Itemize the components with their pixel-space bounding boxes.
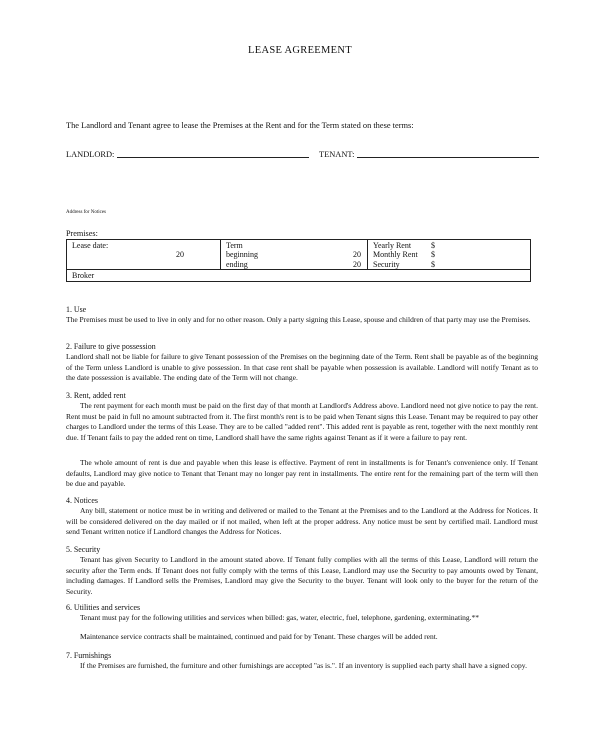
section-possession-text: Landlord shall not be liable for failure to give Tenant possession of the Premises on the beginning date of the Term. Rent shall be payable as of the beginning of the Term unless Landlord is unable to give possession. In that case rent shall be payable when possession is available. Landlord will notify Tenant as to the date possession is available. The ending date of the Term will not change.	[66, 352, 538, 383]
table-row	[67, 270, 531, 281]
monthly-rent-row	[373, 250, 524, 259]
ending-label: ending	[226, 259, 248, 269]
section-utilities-text-1: Tenant must pay for the following utilities and services when billed: gas, water, electric, fuel, telephone, gardening, exterminating.**	[80, 613, 480, 622]
beginning-label: beginning	[226, 250, 258, 260]
ending-row	[226, 260, 361, 269]
section-security-heading: 5. Security	[66, 545, 101, 554]
section-use-text: The Premises must be used to live in only and for no other reason. Only a party signing this Lease, spouse and children of that party may use the Premises.	[66, 315, 531, 324]
section-rent-heading: 3. Rent, added rent	[66, 391, 126, 400]
section-security-text: Tenant has given Security to Landlord in the amount stated above. If Tenant fully complies with all the terms of this Lease, Landlord will return the security after the Term ends. If Tenant does not fully comply with the terms of this Lease, Landlord may use the Security to pay amounts owed by Tenant, including damages. If Landlord sells the Premises, Landlord may give the Security to the buyer. Tenant will look only to the buyer for the return of the Security.	[66, 555, 538, 596]
beginning-row	[226, 250, 361, 259]
ending-year: 20	[353, 259, 361, 269]
yearly-rent-label: Yearly Rent	[373, 241, 412, 250]
document-title: LEASE AGREEMENT	[248, 45, 352, 56]
premises-label: Premises:	[66, 229, 98, 238]
section-possession-heading: 2. Failure to give possession	[66, 342, 156, 351]
section-rent-text-2: The whole amount of rent is due and payable when this lease is effective. Payment of rent in installments is for Tenant's convenience only. If Tenant defaults, Landlord may give notice to Tenant that Tenant may no longer pay rent in installments. The entire rent for the remaining part of the term will then be due and payable.	[66, 458, 538, 489]
section-notices-text: Any bill, statement or notice must be in writing and delivered or mailed to the Tenant at the Premises and to the Landlord at the Address for Notices. It will be considered delivered on the day mailed or if not mailed, when left at the proper address. Any notice must be sent by certified mail. Landlord must send Tenant written notice if Landlord changes the Address for Notices.	[66, 506, 538, 537]
landlord-field[interactable]	[117, 157, 309, 158]
lease-date-year: 20	[176, 250, 184, 260]
lease-terms-table	[66, 239, 531, 282]
section-use-heading: 1. Use	[66, 305, 87, 314]
term-cell	[221, 240, 368, 270]
term-label: Term	[226, 241, 243, 250]
section-furnishings-heading: 7. Furnishings	[66, 651, 112, 660]
section-rent-text-1: The rent payment for each month must be paid on the first day of that month at Landlord's Address above. Landlord need not give notice to pay the rent. Rent must be paid in full no amount subtracted from it. The first month's rent is to be paid when Tenant signs this Lease. Tenant may be required to pay other charges to Landlord under the terms of this Lease. They are to be called "added rent". This added rent is payable as rent, together with the next monthly rent due. If Tenant fails to pay the added rent on time, Landlord shall have the same rights against Tenant as if it were a failure to pay rent.	[66, 401, 538, 442]
section-utilities-text-2: Maintenance service contracts shall be maintained, continued and paid for by Tenant. These charges will be added rent.	[80, 632, 438, 641]
section-furnishings-text: If the Premises are furnished, the furniture and other furnishings are accepted "as is.". If an inventory is supplied each party shall have a signed copy.	[80, 661, 527, 670]
tenant-label: TENANT:	[319, 150, 355, 159]
tenant-field[interactable]	[357, 157, 539, 158]
yearly-rent-row	[373, 241, 524, 250]
address-for-notices-label: Address for Notices	[66, 210, 106, 215]
monthly-rent-currency: $	[431, 250, 435, 260]
landlord-label: LANDLORD:	[66, 150, 115, 159]
section-notices-heading: 4. Notices	[66, 496, 98, 505]
section-utilities-heading: 6. Utilities and services	[66, 603, 141, 612]
security-row	[373, 260, 524, 269]
table-row	[67, 240, 531, 270]
lease-date-label: Lease date:	[72, 241, 109, 250]
lease-date-cell	[67, 240, 221, 270]
beginning-year: 20	[353, 250, 361, 260]
broker-cell: Broker	[67, 270, 531, 281]
rent-cell	[368, 240, 531, 270]
monthly-rent-label: Monthly Rent	[373, 250, 418, 260]
yearly-rent-currency: $	[431, 241, 435, 250]
security-currency: $	[431, 259, 435, 269]
intro-text: The Landlord and Tenant agree to lease the Premises at the Rent and for the Term stated on these terms:	[66, 121, 414, 130]
security-label: Security	[373, 259, 400, 269]
